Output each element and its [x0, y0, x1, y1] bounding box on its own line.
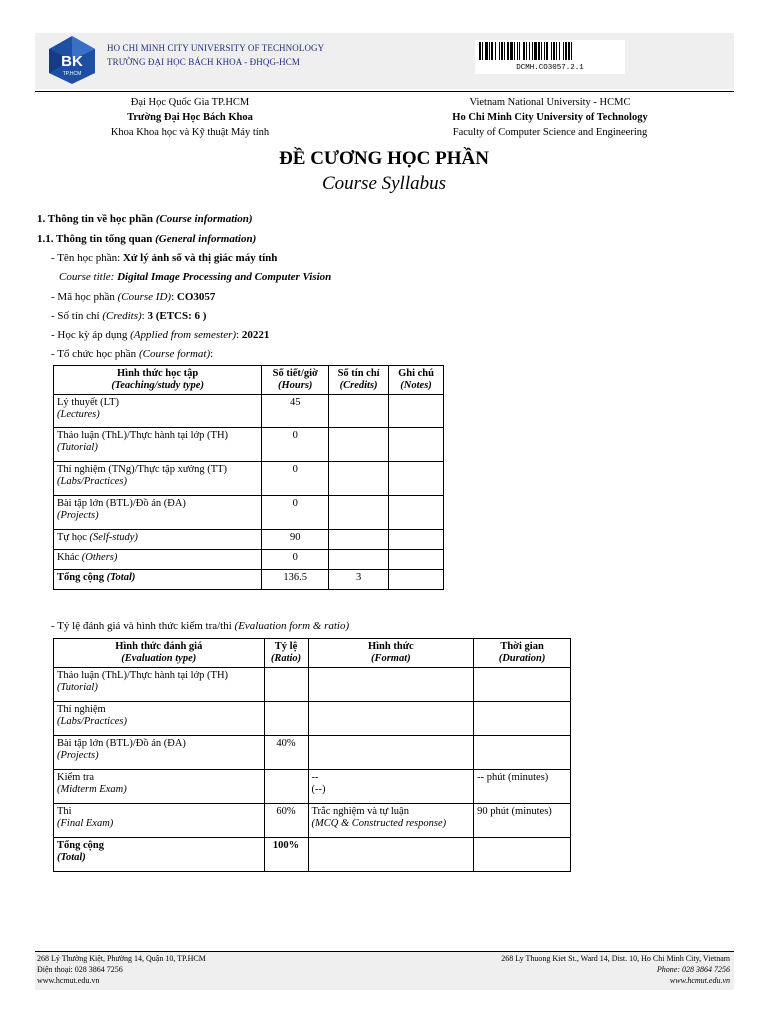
subsection-heading [37, 232, 256, 246]
eval-duration-cell [474, 736, 571, 770]
eval-type-cell: Thảo luận (ThL)/Thực hành tại lớp (TH) (Tutorial) [54, 668, 265, 702]
course-header-hours: Số tiết/giờ (Hours) [262, 366, 329, 395]
course-header-credits: Số tín chỉ (Credits) [329, 366, 389, 395]
course-credits-cell [329, 530, 389, 550]
course-notes-cell [389, 570, 444, 590]
course-id-value: CO3057 [176, 291, 216, 303]
table-row [54, 770, 571, 804]
eval-format-cell: -- (--) [308, 770, 474, 804]
eval-ratio-cell [264, 770, 308, 804]
course-credits-cell [329, 428, 389, 462]
org-block-en [420, 95, 680, 140]
eval-header-ratio: Tỷ lệ (Ratio) [264, 639, 308, 668]
org-vi-line-2: Trường Đại Học Bách Khoa [127, 112, 253, 123]
header-band [35, 33, 734, 89]
table-row [54, 428, 444, 462]
footer-phone-en: Phone: 028 3864 7256 [656, 965, 730, 974]
course-type-cell: Thí nghiệm (TNg)/Thực tập xưởng (TT) (Labs/Practices) [54, 462, 262, 496]
credits-value: 3 (ETCS: 6 ) [147, 310, 207, 322]
table-row [54, 736, 571, 770]
table-row [54, 668, 571, 702]
course-type-cell: Tổng cộng (Total) [54, 570, 262, 590]
course-type-cell: Khác (Others) [54, 550, 262, 570]
eval-ratio-cell: 60% [264, 804, 308, 838]
course-hours-cell: 0 [262, 462, 329, 496]
course-hours-cell: 90 [262, 530, 329, 550]
credits-label-en: (Credits) [102, 310, 142, 322]
evaluation-line [51, 619, 349, 633]
barcode-bars [475, 40, 625, 62]
eval-table-header [54, 639, 571, 668]
eval-header-type: Hình thức đánh giá (Evaluation type) [54, 639, 265, 668]
eval-duration-cell [474, 838, 571, 872]
course-credits-cell [329, 462, 389, 496]
eval-ratio-cell: 100% [264, 838, 308, 872]
course-hours-cell: 0 [262, 496, 329, 530]
table-row [54, 462, 444, 496]
footer-website-link-en[interactable]: www.hcmut.edu.vn [669, 976, 730, 985]
barcode [475, 40, 625, 74]
course-notes-cell [389, 428, 444, 462]
eval-type-cell: Thí nghiệm (Labs/Practices) [54, 702, 265, 736]
table-row [54, 496, 444, 530]
eval-type-cell: Tổng cộng (Total) [54, 838, 265, 872]
footer-vi [37, 953, 206, 986]
org-en-line-3: Faculty of Computer Science and Engineering [452, 127, 648, 138]
semester-value: 20221 [241, 329, 270, 341]
footer-website-link[interactable]: www.hcmut.edu.vn [37, 976, 100, 985]
subsection-heading-text: 1.1. Thông tin tổng quan [37, 233, 153, 245]
course-title-line [59, 270, 331, 284]
logo-text: BK [61, 53, 83, 70]
eval-duration-cell: 90 phút (minutes) [474, 804, 571, 838]
course-id-label-en: (Course ID) [117, 291, 172, 303]
eval-format-cell [308, 736, 474, 770]
format-label: - Tổ chức học phần [51, 348, 139, 360]
eval-ratio-cell [264, 702, 308, 736]
course-hours-cell: 0 [262, 550, 329, 570]
barcode-text: DCMH.CO3057.2.1 [516, 64, 584, 72]
eval-type-cell: Thi (Final Exam) [54, 804, 265, 838]
eval-type-cell: Bài tập lớn (BTL)/Đồ án (ĐA) (Projects) [54, 736, 265, 770]
course-title-label: Course title: [59, 271, 118, 283]
course-credits-cell [329, 550, 389, 570]
format-label-en: (Course format) [138, 348, 211, 360]
table-row [54, 550, 444, 570]
table-row [54, 702, 571, 736]
university-name-en: HO CHI MINH CITY UNIVERSITY OF TECHNOLOGY [107, 43, 325, 53]
course-id-label: - Mã học phần [51, 291, 118, 303]
table-row [54, 804, 571, 838]
course-header-type: Hình thức học tập (Teaching/study type) [54, 366, 262, 395]
eval-header-duration: Thời gian (Duration) [474, 639, 571, 668]
course-id-line: - Mã học phần (Course ID): CO3057 [51, 291, 216, 303]
course-type-cell: Thảo luận (ThL)/Thực hành tại lớp (TH) (Tutorial) [54, 428, 262, 462]
semester-label-en: (Applied from semester) [130, 329, 237, 341]
footer-address-en: 268 Ly Thuong Kiet St., Ward 14, Dist. 10, Ho Chi Minh City, Vietnam [501, 954, 730, 963]
footer-en [501, 953, 730, 986]
course-table-header [54, 366, 444, 395]
course-type-cell: Tự học (Self-study) [54, 530, 262, 550]
course-format-table [53, 365, 444, 590]
course-credits-cell [329, 395, 389, 428]
course-credits-cell [329, 496, 389, 530]
format-line: - Tổ chức học phần (Course format): [51, 348, 214, 360]
course-header-notes: Ghi chú (Notes) [389, 366, 444, 395]
credits-line: - Số tín chỉ (Credits): 3 (ETCS: 6 ) [51, 310, 207, 322]
course-notes-cell [389, 462, 444, 496]
org-en-line-2: Ho Chi Minh City University of Technology [452, 112, 648, 123]
org-vi-line-3: Khoa Khoa học và Kỹ thuật Máy tính [110, 127, 270, 138]
course-hours-cell: 136.5 [262, 570, 329, 590]
table-row [54, 395, 444, 428]
document-title-en: Course Syllabus [321, 173, 447, 194]
course-hours-cell: 0 [262, 428, 329, 462]
footer-phone-vi: Điện thoại: 028 3864 7256 [37, 965, 123, 974]
eval-ratio-cell: 40% [264, 736, 308, 770]
course-title-value: Digital Image Processing and Computer Vision [117, 271, 332, 283]
semester-label: - Học kỳ áp dụng [51, 329, 131, 341]
section-heading-text: 1. Thông tin về học phần [37, 213, 153, 225]
course-name-value: Xử lý ảnh số và thị giác máy tính [122, 252, 278, 264]
org-block-vi [80, 95, 300, 140]
section-heading [37, 212, 253, 226]
eval-ratio-cell [264, 668, 308, 702]
evaluation-table [53, 638, 571, 872]
eval-duration-cell [474, 702, 571, 736]
course-notes-cell [389, 496, 444, 530]
course-notes-cell [389, 550, 444, 570]
evaluation-label: - Tỷ lệ đánh giá và hình thức kiểm tra/thi [51, 620, 235, 632]
logo-subtext: TP.HCM [62, 71, 82, 77]
course-name-label: - Tên học phần: [51, 252, 123, 264]
credits-label: - Số tín chỉ [51, 310, 103, 322]
document-title-vi: ĐỀ CƯƠNG HỌC PHẦN [279, 148, 489, 169]
section-heading-en: (Course information) [155, 213, 253, 225]
course-hours-cell: 45 [262, 395, 329, 428]
course-notes-cell [389, 530, 444, 550]
header-divider [35, 91, 734, 92]
course-notes-cell [389, 395, 444, 428]
eval-duration-cell: -- phút (minutes) [474, 770, 571, 804]
course-credits-cell: 3 [329, 570, 389, 590]
university-logo [47, 35, 97, 85]
university-name-vi: TRƯỜNG ĐẠI HỌC BÁCH KHOA - ĐHQG-HCM [107, 57, 300, 67]
org-vi-line-1: Đại Học Quốc Gia TP.HCM [130, 97, 250, 108]
footer-address-vi: 268 Lý Thường Kiệt, Phường 14, Quận 10, TP.HCM [37, 954, 206, 963]
course-type-cell: Lý thuyết (LT) (Lectures) [54, 395, 262, 428]
semester-line: - Học kỳ áp dụng (Applied from semester): 20221 [51, 329, 270, 341]
eval-type-cell: Kiểm tra (Midterm Exam) [54, 770, 265, 804]
subsection-heading-en: (General information) [155, 233, 257, 245]
table-row-total [54, 570, 444, 590]
org-en-line-1: Vietnam National University - HCMC [469, 97, 631, 108]
eval-duration-cell [474, 668, 571, 702]
table-row [54, 530, 444, 550]
eval-format-cell [308, 702, 474, 736]
eval-format-cell [308, 838, 474, 872]
course-name-line [51, 251, 277, 265]
evaluation-label-en: (Evaluation form & ratio) [234, 620, 350, 632]
eval-header-format: Hình thức (Format) [308, 639, 474, 668]
eval-format-cell [308, 668, 474, 702]
course-type-cell: Bài tập lớn (BTL)/Đồ án (ĐA) (Projects) [54, 496, 262, 530]
eval-format-cell: Trắc nghiệm và tự luận (MCQ & Constructed response) [308, 804, 474, 838]
table-row-total [54, 838, 571, 872]
